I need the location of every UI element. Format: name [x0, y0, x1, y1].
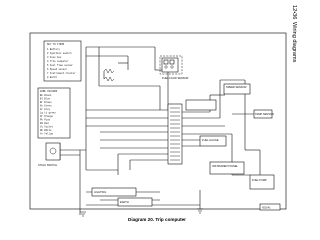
key-item: 2 Ignition switch: [47, 52, 72, 55]
key-item: 4 Trip computer: [47, 60, 69, 63]
fuel-pump-box: [250, 175, 274, 189]
wire-colours-box: [38, 88, 70, 138]
fuel-gauge-box: [200, 136, 226, 146]
lighting-box: [92, 188, 136, 196]
earth-symbol: [80, 205, 203, 216]
trip-computer-block: [168, 100, 216, 164]
figure-code: H32641: [262, 206, 271, 210]
fuel-gauge-label: FUEL GAUGE: [202, 139, 219, 142]
page-header-title: Wiring diagrams: [291, 22, 297, 63]
earth-box: [118, 198, 152, 206]
lighting-label: LIGHTING: [94, 191, 107, 194]
key-heading: KEY TO ITEMS: [47, 43, 65, 46]
fuel-flow-sensor-module: [160, 56, 189, 80]
key-item: 1 Battery: [47, 48, 60, 51]
earth-label: EARTH: [120, 201, 129, 204]
fuel-pump-label: FUEL PUMP: [252, 179, 267, 182]
wire-colour-item: Gr Grey: [40, 108, 51, 111]
key-item: 6 Speed sensor: [47, 68, 68, 71]
wire-colour-item: Lg Lt green: [40, 111, 56, 115]
temp-sensor-label: TEMP SENSOR: [255, 113, 274, 116]
wire-colour-item: Rd Red: [40, 122, 49, 125]
wire-colour-item: Wh White: [40, 129, 52, 132]
speed-sensor-box: [224, 84, 250, 94]
key-item: 8 Earth: [47, 76, 58, 79]
speed-sensor-label: SPEED SENSOR: [226, 86, 247, 89]
wire-colour-item: Bk Black: [40, 94, 52, 97]
page-header-section: 12•36: [291, 5, 297, 20]
wire-colour-item: Ye Yellow: [40, 132, 53, 136]
key-item: 5 Fuel flow sensor: [47, 64, 73, 67]
diagram-caption: Diagram 20. Trip computer: [128, 217, 186, 222]
wire-colour-item: Br Brown: [40, 101, 52, 104]
figure-code-box: [260, 204, 280, 210]
instrument-panel-box: [210, 162, 244, 174]
wire-colour-item: Vi Violet: [40, 125, 53, 129]
key-item: 7 Instrument cluster: [47, 72, 76, 75]
stalk-switch-label: STALK SWITCH: [38, 164, 57, 167]
key-to-items-box: [44, 41, 81, 81]
instrument-panel-label: INSTRUMENT PANEL: [212, 165, 238, 168]
wire-colours-heading: WIRE COLOURS: [40, 90, 58, 93]
wiring-lines: [60, 47, 260, 215]
key-item: 3 Fuse box: [47, 56, 62, 59]
temp-sensor-box: [232, 110, 274, 118]
fuel-flow-label: FUEL FLOW SENSOR: [162, 77, 189, 80]
wire-colour-item: Or Orange: [40, 115, 53, 118]
wire-colour-item: Pk Pink: [40, 118, 51, 122]
stalk-switch-module: [38, 143, 60, 167]
wire-colour-item: Gn Green: [40, 104, 52, 108]
wire-colour-item: Bl Blue: [40, 97, 51, 101]
